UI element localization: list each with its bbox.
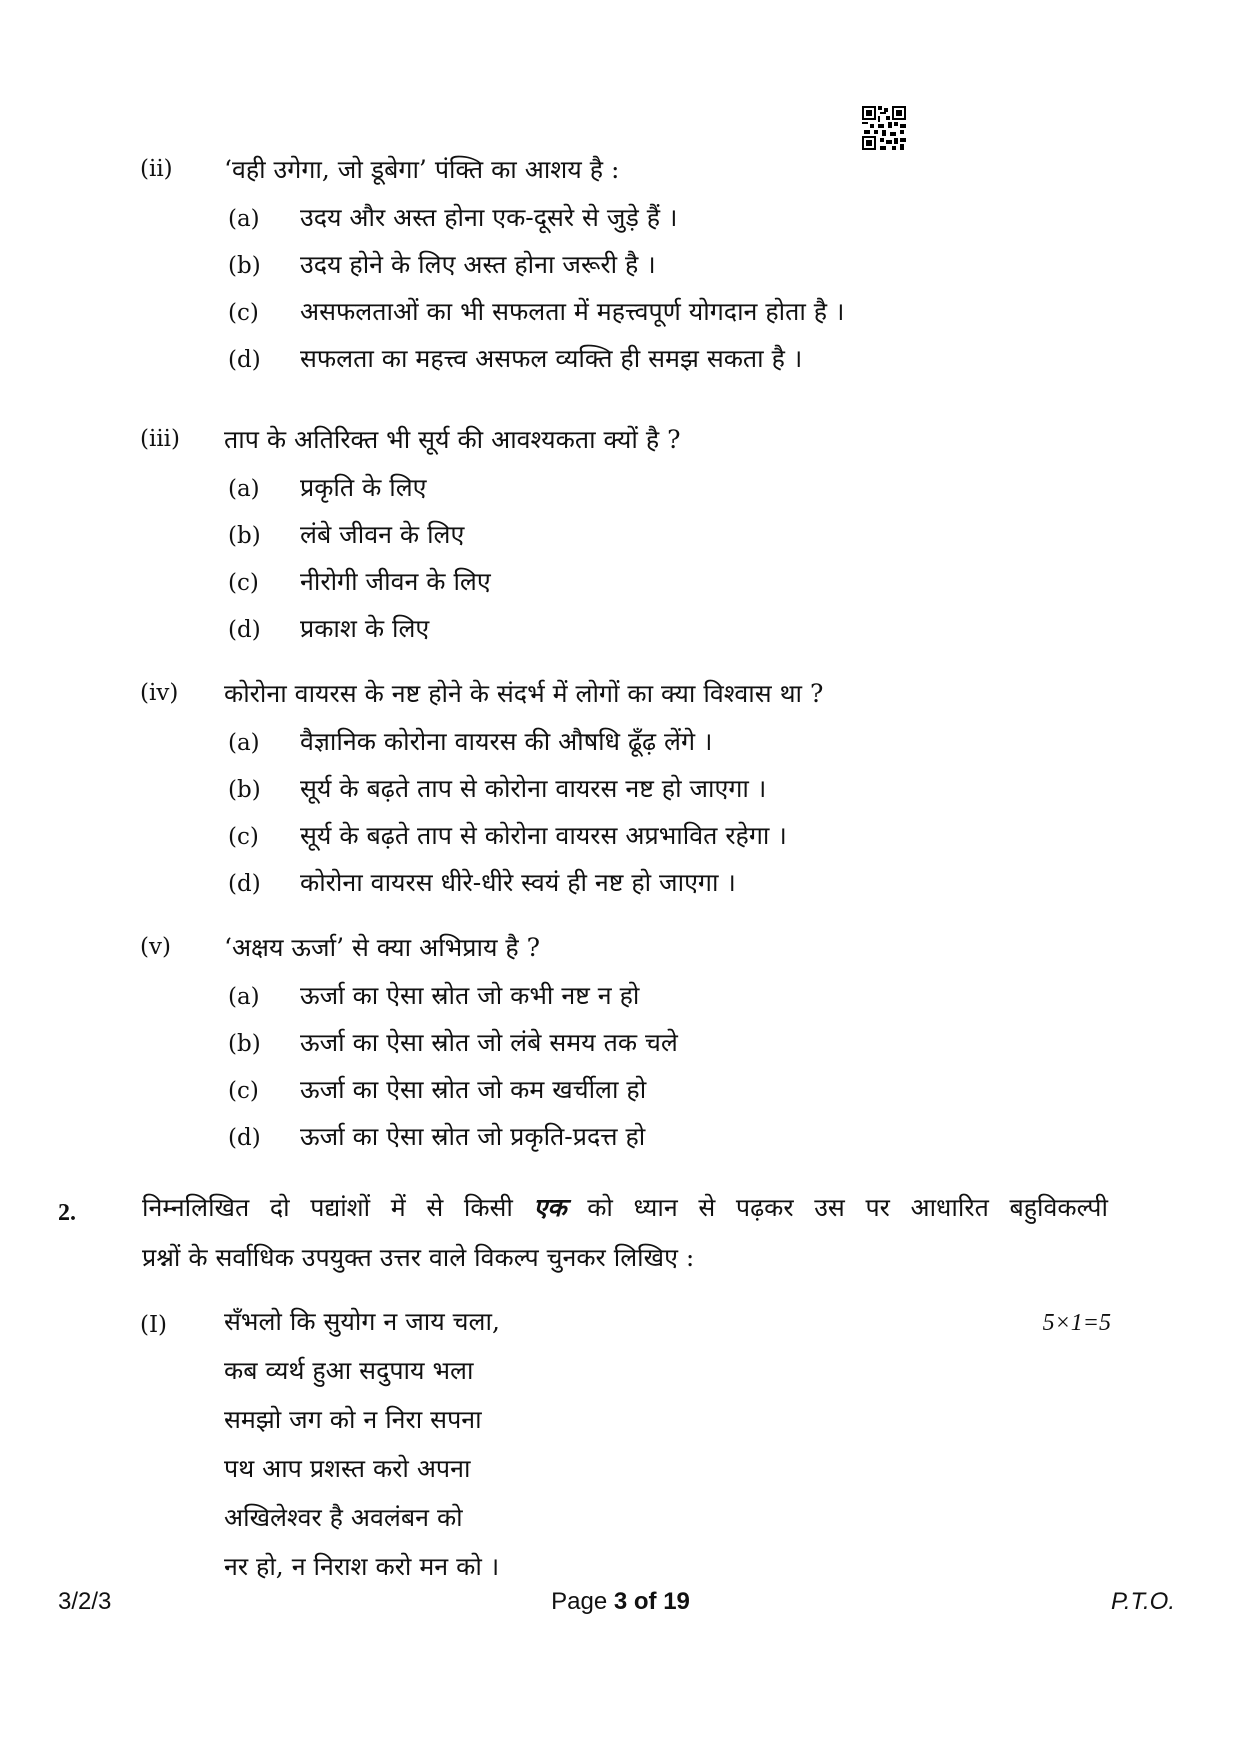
option-label: (a) bbox=[228, 984, 260, 1010]
option-text: सफलता का महत्त्व असफल व्यक्ति ही समझ सकता है । bbox=[300, 344, 803, 373]
poem-line: अखिलेश्वर है अवलंबन को bbox=[224, 1503, 463, 1532]
page-number bbox=[0, 1588, 1241, 1616]
question-text: ‘अक्षय ऊर्जा’ से क्या अभिप्राय है ? bbox=[224, 933, 541, 962]
option-label: (c) bbox=[228, 300, 259, 326]
option bbox=[140, 814, 1140, 861]
question-number: (iv) bbox=[140, 680, 179, 706]
option bbox=[140, 290, 1140, 337]
instruction-text: निम्नलिखित दो पद्यांशों में से किसी bbox=[142, 1193, 513, 1222]
question-ii bbox=[140, 148, 1140, 384]
question-2-instruction-line-1 bbox=[142, 1190, 1108, 1224]
option-label: (b) bbox=[228, 1031, 261, 1057]
option bbox=[140, 513, 1140, 560]
option bbox=[140, 560, 1140, 607]
option-text: उदय और अस्त होना एक-दूसरे से जुड़े हैं । bbox=[300, 203, 678, 232]
option-text: लंबे जीवन के लिए bbox=[300, 520, 465, 549]
question-2-number: 2. bbox=[58, 1200, 76, 1226]
option-text: उदय होने के लिए अस्त होना जरूरी है । bbox=[300, 250, 656, 279]
question-number: (v) bbox=[140, 934, 171, 960]
option bbox=[140, 720, 1140, 767]
question-number: (iii) bbox=[140, 426, 181, 452]
poem-line: सँभलो कि सुयोग न जाय चला, bbox=[224, 1307, 500, 1336]
page-label: Page bbox=[551, 1588, 614, 1615]
question-text: ‘वही उगेगा, जो डूबेगा’ पंक्ति का आशय है : bbox=[224, 155, 620, 184]
option-text: सूर्य के बढ़ते ताप से कोरोना वायरस नष्ट हो जाएगा । bbox=[300, 774, 767, 803]
poem bbox=[224, 1304, 500, 1598]
option-label: (d) bbox=[228, 871, 261, 897]
option-label: (a) bbox=[228, 206, 260, 232]
option-label: (b) bbox=[228, 253, 261, 279]
question-iii bbox=[140, 418, 1140, 654]
option-label: (c) bbox=[228, 824, 259, 850]
option-label: (d) bbox=[228, 347, 261, 373]
page-of: of bbox=[627, 1588, 664, 1615]
option bbox=[140, 1021, 1140, 1068]
option-text: ऊर्जा का ऐसा स्रोत जो कम खर्चीला हो bbox=[300, 1075, 647, 1104]
option-text: प्रकृति के लिए bbox=[300, 473, 427, 502]
question-v bbox=[140, 926, 1140, 1162]
option bbox=[140, 861, 1140, 908]
option-text: असफलताओं का भी सफलता में महत्त्वपूर्ण योगदान होता है । bbox=[300, 297, 845, 326]
qr-code-icon bbox=[862, 106, 906, 150]
marks: 5×1=5 bbox=[1042, 1310, 1111, 1336]
poem-line: नर हो, न निराश करो मन को । bbox=[224, 1552, 500, 1581]
question-text: ताप के अतिरिक्त भी सूर्य की आवश्यकता क्यों है ? bbox=[224, 425, 681, 454]
option bbox=[140, 974, 1140, 1021]
option bbox=[140, 607, 1140, 654]
option-label: (d) bbox=[228, 617, 261, 643]
option-label: (c) bbox=[228, 1078, 259, 1104]
option bbox=[140, 196, 1140, 243]
poem-line: पथ आप प्रशस्त करो अपना bbox=[224, 1454, 471, 1483]
page-current: 3 bbox=[613, 1588, 628, 1615]
poem-line: कब व्यर्थ हुआ सदुपाय भला bbox=[224, 1356, 474, 1385]
paper-code: 3/2/3 bbox=[58, 1588, 112, 1615]
option-text: नीरोगी जीवन के लिए bbox=[300, 567, 491, 596]
option-label: (a) bbox=[228, 730, 260, 756]
option bbox=[140, 1115, 1140, 1162]
option-text: ऊर्जा का ऐसा स्रोत जो कभी नष्ट न हो bbox=[300, 981, 640, 1010]
option-text: वैज्ञानिक कोरोना वायरस की औषधि ढूँढ़ लेंगे । bbox=[300, 727, 713, 756]
question-text: कोरोना वायरस के नष्ट होने के संदर्भ में लोगों का क्या विश्वास था ? bbox=[224, 679, 824, 708]
option bbox=[140, 767, 1140, 814]
option-text: कोरोना वायरस धीरे-धीरे स्वयं ही नष्ट हो जाएगा । bbox=[300, 868, 736, 897]
poem-line: समझो जग को न निरा सपना bbox=[224, 1405, 482, 1434]
page-total: 19 bbox=[663, 1588, 690, 1615]
instruction-text: को ध्यान से पढ़कर उस पर आधारित बहुविकल्पी bbox=[587, 1193, 1108, 1222]
question-number: (ii) bbox=[140, 156, 173, 182]
option-text: ऊर्जा का ऐसा स्रोत जो लंबे समय तक चले bbox=[300, 1028, 678, 1057]
option-text: सूर्य के बढ़ते ताप से कोरोना वायरस अप्रभावित रहेगा । bbox=[300, 821, 787, 850]
option bbox=[140, 1068, 1140, 1115]
option-text: ऊर्जा का ऐसा स्रोत जो प्रकृति-प्रदत्त हो bbox=[300, 1122, 646, 1151]
option bbox=[140, 337, 1140, 384]
pto-label: P.T.O. bbox=[1110, 1588, 1175, 1615]
option bbox=[140, 466, 1140, 513]
question-2-instruction-line-2: प्रश्नों के सर्वाधिक उपयुक्त उत्तर वाले विकल्प चुनकर लिखिए : bbox=[142, 1243, 695, 1272]
option-label: (a) bbox=[228, 476, 260, 502]
option-label: (b) bbox=[228, 777, 261, 803]
question-iv bbox=[140, 672, 1140, 908]
instruction-emphasis: एक bbox=[533, 1193, 567, 1222]
option-label: (c) bbox=[228, 570, 259, 596]
poem-number: (I) bbox=[140, 1312, 168, 1338]
option bbox=[140, 243, 1140, 290]
option-label: (b) bbox=[228, 523, 261, 549]
option-label: (d) bbox=[228, 1125, 261, 1151]
option-text: प्रकाश के लिए bbox=[300, 614, 430, 643]
